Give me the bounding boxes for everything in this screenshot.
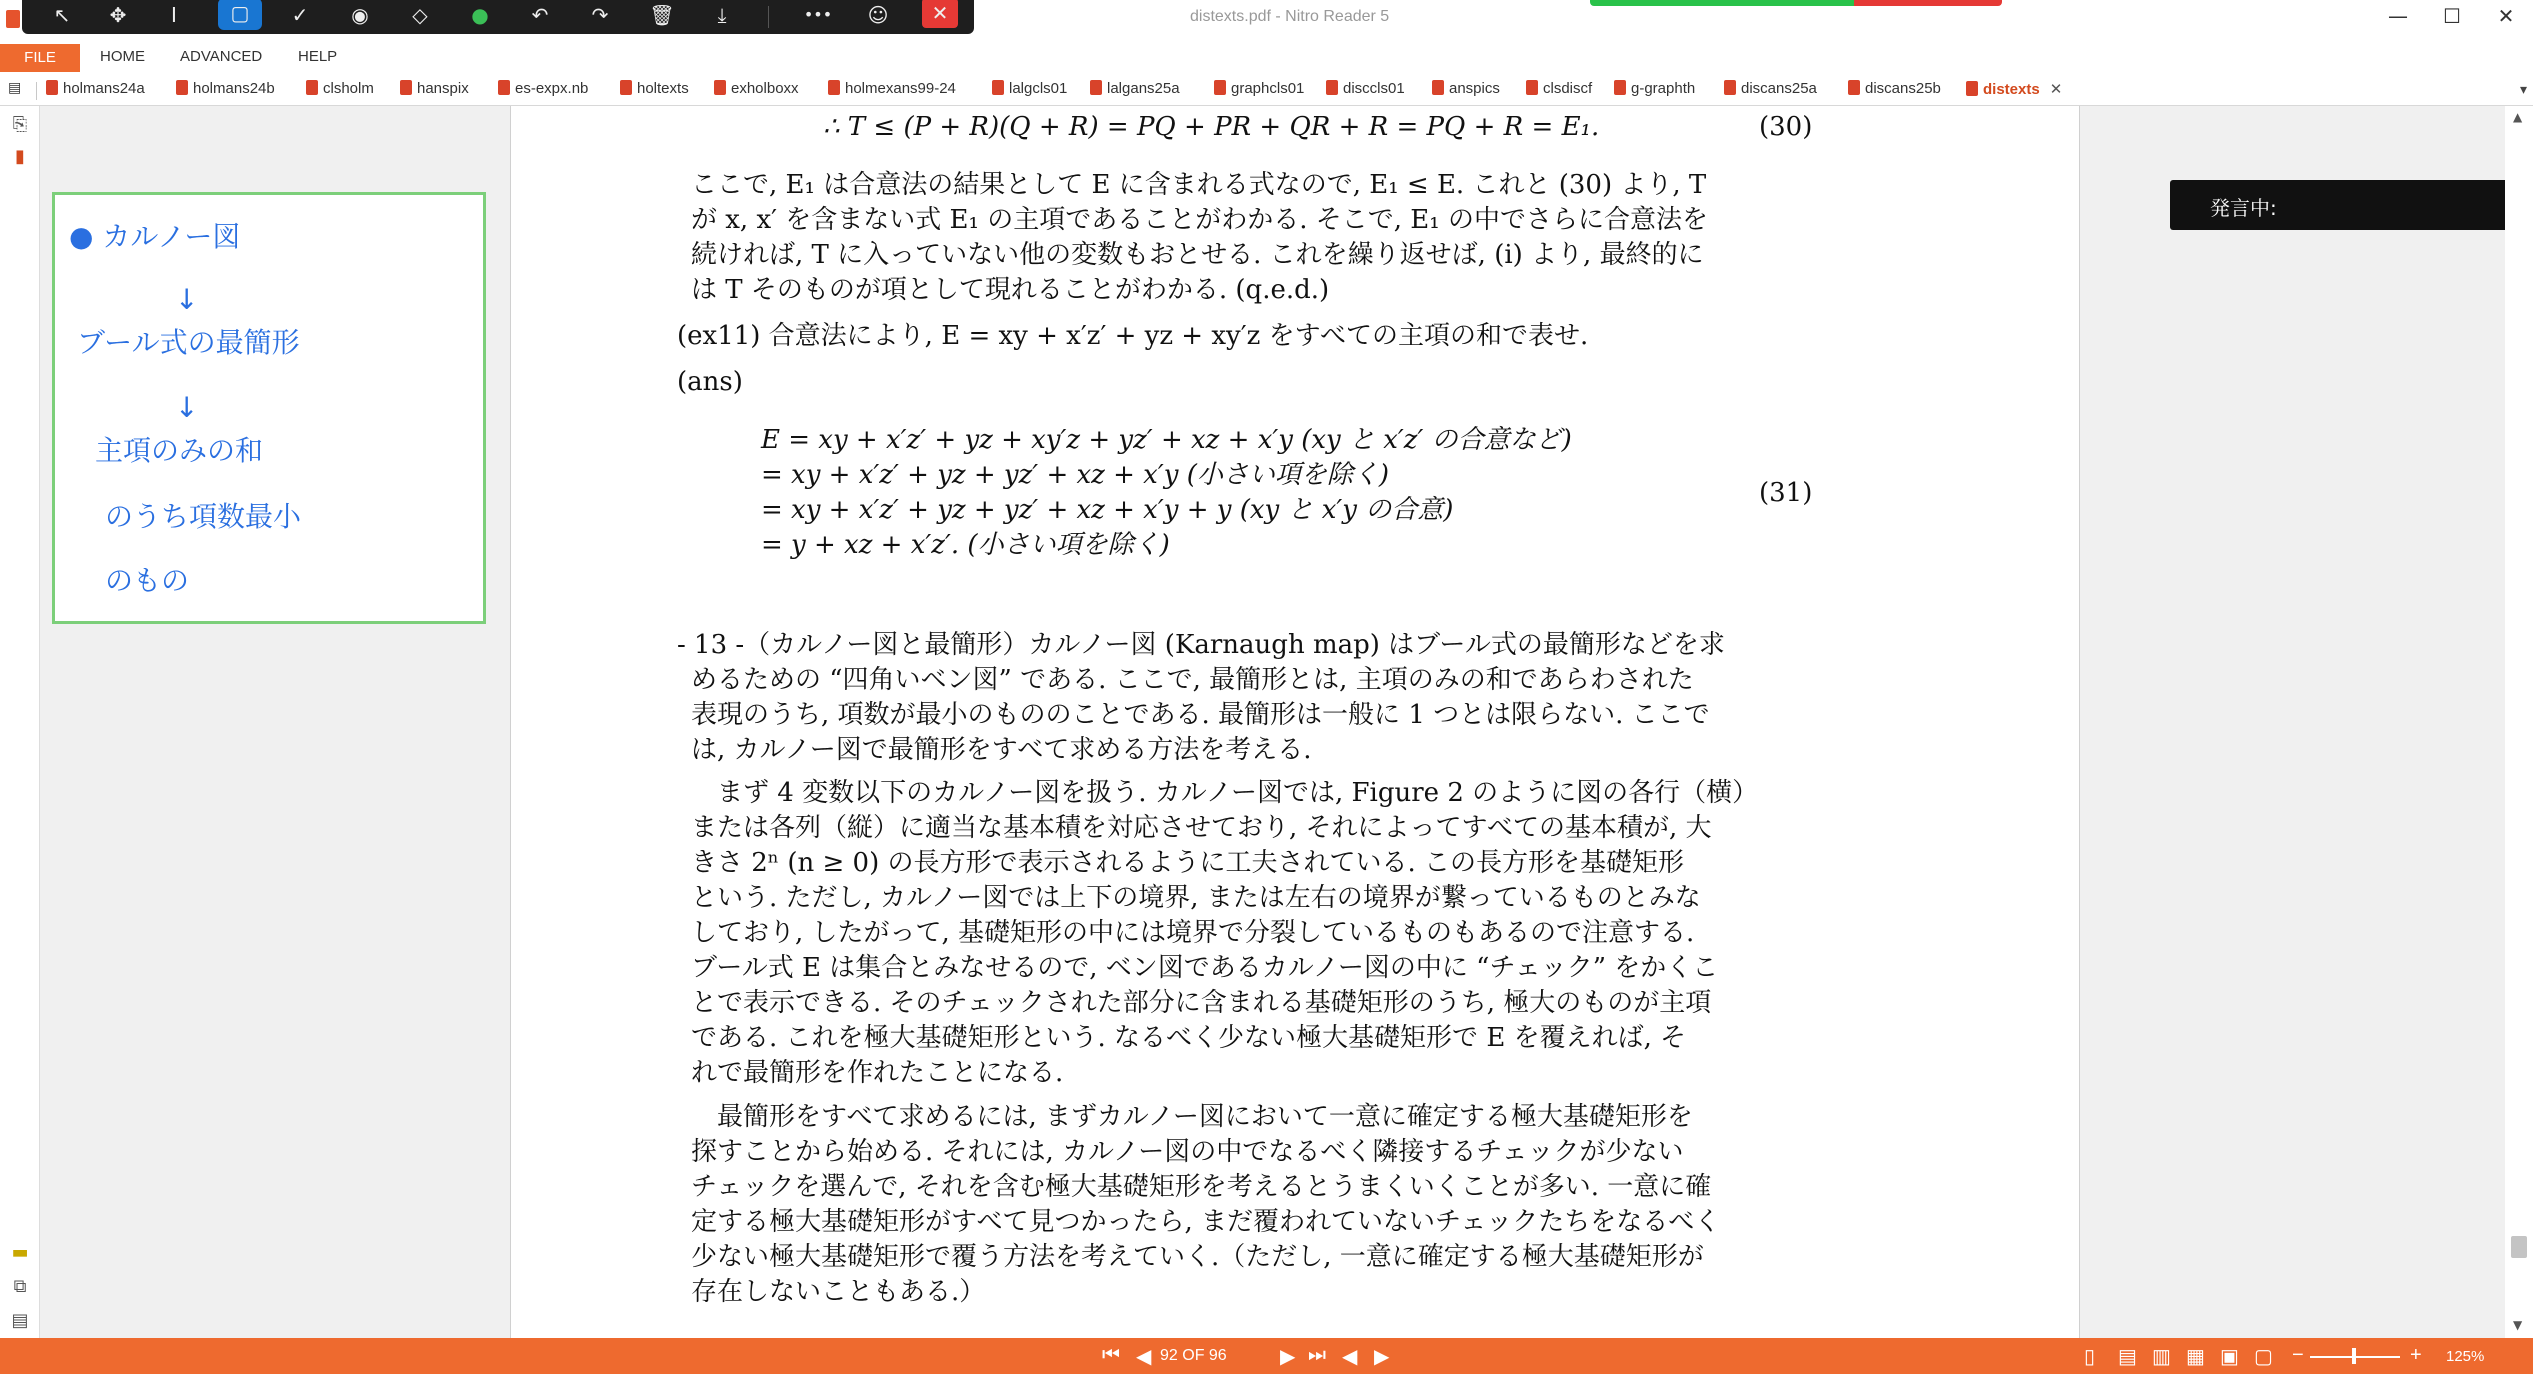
user-icon[interactable]: ☺ [867, 3, 889, 27]
tab-document[interactable]: holmans24b [176, 80, 275, 104]
paragraph-line: れで最簡形を作れたことになる. [691, 1058, 1064, 1088]
pdf-icon [1966, 81, 1978, 96]
last-page-icon[interactable]: ⏭ [1308, 1344, 1326, 1366]
vertical-scrollbar[interactable] [2505, 106, 2533, 1338]
note-line: ブール式の最簡形 [77, 326, 300, 359]
maximize-button[interactable]: ☐ [2443, 4, 2461, 28]
paragraph-line: きさ 2ⁿ (n ≥ 0) の長方形で表示されるように工夫されている. この長方形を基礎矩形 [691, 848, 1685, 878]
ribbon-menu [0, 44, 2533, 72]
speech-level-red [1854, 0, 2002, 6]
output-panel-icon[interactable]: ▤ [11, 1310, 29, 1331]
pan-tool-icon[interactable]: ✥ [109, 3, 127, 27]
pages-panel-icon[interactable]: ⎘ [12, 114, 28, 135]
note-arrow: ↓ [175, 391, 199, 424]
close-window-button[interactable]: ✕ [2497, 4, 2515, 28]
paragraph-line: チェックを選んで, それを含む極大基礎矩形を考えるとうまくいくことが多い. 一意に確 [691, 1172, 1712, 1202]
pdf-icon [1848, 80, 1860, 95]
tab-overflow-chevron-icon[interactable]: ▾ [2519, 82, 2527, 98]
close-toolbar-button[interactable]: ✕ [922, 0, 958, 28]
tab-document[interactable]: holtexts [620, 80, 689, 104]
paragraph-line: は T そのものが項として現れることがわかる. (q.e.d.) [691, 275, 1330, 305]
equation-31-line: = xy + x′z′ + yz + yz′ + xz + x′y (小さい項を除く) [761, 460, 1389, 490]
pdf-icon [46, 80, 58, 95]
text-tool-icon[interactable]: I [171, 3, 177, 27]
pdf-icon [306, 80, 318, 95]
equation-30: ∴ T ≤ (P + R)(Q + R) = PQ + PR + QR + R = PQ + R = E₁. [823, 112, 1600, 142]
tab-document[interactable]: discans25a [1724, 80, 1817, 104]
paragraph-line: または各列（縦）に適当な基本積を対応させており, それによってすべての基本積が, 大 [691, 813, 1712, 843]
paragraph-line: しており, したがって, 基礎矩形の中には境界で分裂しているものもあるので注意する. [691, 918, 1695, 948]
note-arrow: ↓ [175, 283, 199, 316]
pdf-icon [828, 80, 840, 95]
tab-document[interactable]: lalgans25a [1090, 80, 1180, 104]
fit-page-icon[interactable]: ▢ [2254, 1346, 2273, 1368]
tab-document[interactable]: lalgcls01 [992, 80, 1067, 104]
handwritten-note[interactable] [52, 192, 486, 624]
zoom-level[interactable]: 125% [2446, 1348, 2485, 1365]
equation-31-line: E = xy + x′z′ + yz + xy′z + yz′ + xz + x′y (xy と x′z′ の合意など) [761, 425, 1572, 455]
tab-document[interactable]: discans25b [1848, 80, 1941, 104]
pdf-icon [1326, 80, 1338, 95]
tab-document[interactable]: hanspix [400, 80, 469, 104]
equation-31-line: = y + xz + x′z′. (小さい項を除く) [761, 530, 1170, 560]
pdf-icon [176, 80, 188, 95]
menu-help[interactable]: HELP [298, 48, 338, 65]
section-13-line: 表現のうち, 項数が最小のもののことである. 最簡形は一般に 1 つとは限らない. ここで [691, 700, 1710, 730]
check-tool-icon[interactable]: ✓ [291, 3, 309, 27]
speaking-label: 発言中: [2210, 196, 2277, 220]
scroll-up-icon[interactable]: ▲ [2513, 110, 2523, 124]
paragraph-line: 最簡形をすべて求めるには, まずカルノー図において一意に確定する極大基礎矩形を [691, 1102, 1693, 1132]
delete-icon[interactable]: 🗑 [649, 3, 675, 27]
scroll-down-icon[interactable]: ▼ [2513, 1318, 2523, 1332]
paragraph-line: 少ない極大基礎矩形で覆う方法を考えていく.（ただし, 一意に確定する極大基礎矩形が [691, 1242, 1704, 1272]
zoom-out-button[interactable]: − [2292, 1344, 2304, 1366]
equation-31-line: = xy + x′z′ + yz + yz′ + xz + x′y + y (xy と x′y の合意) [761, 495, 1454, 525]
download-icon[interactable]: ⤓ [717, 3, 727, 27]
tab-document[interactable]: exholboxx [714, 80, 799, 104]
shape-tool-icon[interactable]: ▢ [218, 0, 262, 30]
paragraph-line: とで表示できる. そのチェックされた部分に含まれる基礎矩形のうち, 極大のものが主項 [691, 988, 1712, 1018]
paragraph-line: である. これを極大基礎矩形という. なるべく少ない極大基礎矩形で E を覆えれば, そ [691, 1023, 1687, 1053]
note-line: 主項のみの和 [95, 434, 264, 467]
equation-number-30: (30) [1759, 112, 1813, 142]
paragraph-line: 存在しないこともある.） [691, 1277, 986, 1307]
status-bar [0, 1338, 2533, 1374]
menu-home[interactable]: HOME [100, 48, 145, 65]
document-tabs [0, 76, 2533, 106]
back-view-icon[interactable]: ◀ [1342, 1346, 1358, 1368]
pdf-icon [1614, 80, 1626, 95]
pdf-icon [1526, 80, 1538, 95]
paragraph-line: まず 4 変数以下のカルノー図を扱う. カルノー図では, Figure 2 のように図の各行（横） [691, 778, 1759, 808]
next-page-icon[interactable]: ▶ [1280, 1346, 1296, 1368]
pdf-icon [400, 80, 412, 95]
exercise-11: (ex11) 合意法により, E = xy + x′z′ + yz + xy′z をすべての主項の和で表せ. [677, 321, 1589, 351]
pdf-icon [1432, 80, 1444, 95]
page-indicator[interactable]: 92 OF 96 [1160, 1347, 1227, 1364]
tab-distexts-active[interactable]: distexts ✕ [1966, 80, 2062, 104]
first-page-icon[interactable]: ⏮ [1102, 1344, 1120, 1366]
continuous-view-icon[interactable]: ▤ [2118, 1346, 2137, 1368]
tab-document[interactable]: es-expx.nb [498, 80, 588, 104]
menu-advanced[interactable]: ADVANCED [180, 48, 263, 65]
note-line: ● カルノー図 [69, 220, 241, 253]
paragraph-line: 探すことから始める. それには, カルノー図の中でなるべく隣接するチェックが少ない [691, 1137, 1684, 1167]
redo-icon[interactable]: ↷ [591, 3, 609, 27]
tab-document[interactable]: anspics [1432, 80, 1500, 104]
pdf-icon [1090, 80, 1102, 95]
pdf-icon [1724, 80, 1736, 95]
fit-width-icon[interactable]: ▣ [2220, 1346, 2239, 1368]
forward-view-icon[interactable]: ▶ [1374, 1346, 1390, 1368]
pdf-page[interactable] [510, 106, 2080, 1338]
page-icon[interactable]: ▤ [8, 79, 22, 95]
minimize-button[interactable]: — [2388, 4, 2408, 28]
facing-continuous-view-icon[interactable]: ▦ [2186, 1346, 2205, 1368]
attachments-panel-icon[interactable]: ⧉ [13, 1276, 27, 1297]
annotation-toolbar [22, 0, 974, 34]
paragraph-line: 続ければ, T に入っていない他の変数もおとせる. これを繰り返せば, (i) より, 最終的に [691, 240, 1704, 270]
undo-icon[interactable]: ↶ [531, 3, 549, 27]
app-logo-icon [6, 10, 20, 28]
section-13-line: - 13 -（カルノー図と最簡形）カルノー図 (Karnaugh map) はブール式の最簡形などを求 [677, 630, 1725, 660]
bookmarks-panel-icon[interactable]: ▮ [15, 146, 25, 167]
pdf-icon [498, 80, 510, 95]
note-line: のうち項数最小 [105, 500, 302, 533]
pdf-icon [620, 80, 632, 95]
tab-close-icon[interactable]: ✕ [2049, 81, 2063, 98]
pdf-icon [714, 80, 726, 95]
facing-view-icon[interactable]: ▥ [2152, 1346, 2171, 1368]
speaking-indicator-popup [2170, 180, 2512, 230]
zoom-in-button[interactable]: + [2410, 1344, 2422, 1366]
stamp-tool-icon[interactable]: ◉ [351, 3, 369, 27]
tab-document[interactable]: disccls01 [1326, 80, 1405, 104]
note-line: のもの [105, 564, 190, 597]
equation-number-31: (31) [1759, 478, 1813, 508]
paragraph-line: 定する極大基礎矩形がすべて見つかったら, まだ覆われていないチェックたちをなるべく [691, 1207, 1721, 1237]
more-icon[interactable]: ••• [803, 5, 833, 24]
tab-document[interactable]: holmans24a [46, 80, 145, 104]
scroll-thumb[interactable] [2511, 1236, 2527, 1258]
paragraph-line: ブール式 E は集合とみなせるので, ベン図であるカルノー図の中に “チェック” をかくこ [691, 953, 1719, 983]
pdf-icon [992, 80, 1004, 95]
color-picker-icon[interactable]: ● [471, 3, 489, 27]
answer-label: (ans) [677, 367, 743, 397]
prev-page-icon[interactable]: ◀ [1136, 1346, 1152, 1368]
pdf-icon [1214, 80, 1226, 95]
window-title: distexts.pdf - Nitro Reader 5 [1190, 8, 1390, 25]
comments-panel-icon[interactable]: ▬ [11, 1242, 29, 1263]
paragraph-line: という. ただし, カルノー図では上下の境界, または左右の境界が繋っているものとみな [691, 883, 1701, 913]
speech-level-green [1590, 0, 1854, 6]
tab-document[interactable]: clsholm [306, 80, 374, 104]
single-page-view-icon[interactable]: ▯ [2084, 1346, 2096, 1368]
tab-document[interactable]: holmexans99-24 [828, 80, 956, 104]
menu-file[interactable]: FILE [0, 44, 80, 72]
tab-separator [36, 82, 37, 100]
select-tool-icon[interactable]: ↖ [53, 3, 71, 27]
tab-document[interactable]: g-graphth [1614, 80, 1695, 104]
left-sidebar [0, 106, 40, 1338]
tab-document[interactable]: graphcls01 [1214, 80, 1304, 104]
eraser-tool-icon[interactable]: ◇ [412, 3, 428, 27]
section-13-line: は, カルノー図で最簡形をすべて求める方法を考える. [691, 735, 1312, 765]
paragraph-line: ここで, E₁ は合意法の結果として E に含まれる式なので, E₁ ≤ E. これと (30) より, T [691, 170, 1707, 200]
toolbar-separator [768, 6, 769, 28]
zoom-slider-knob[interactable] [2352, 1348, 2356, 1364]
section-13-line: めるための “四角いベン図” である. ここで, 最簡形とは, 主項のみの和であらわされた [691, 665, 1694, 695]
paragraph-line: が x, x′ を含まない式 E₁ の主項であることがわかる. そこで, E₁ の中でさらに合意法を [691, 205, 1708, 235]
tab-document[interactable]: clsdiscf [1526, 80, 1592, 104]
